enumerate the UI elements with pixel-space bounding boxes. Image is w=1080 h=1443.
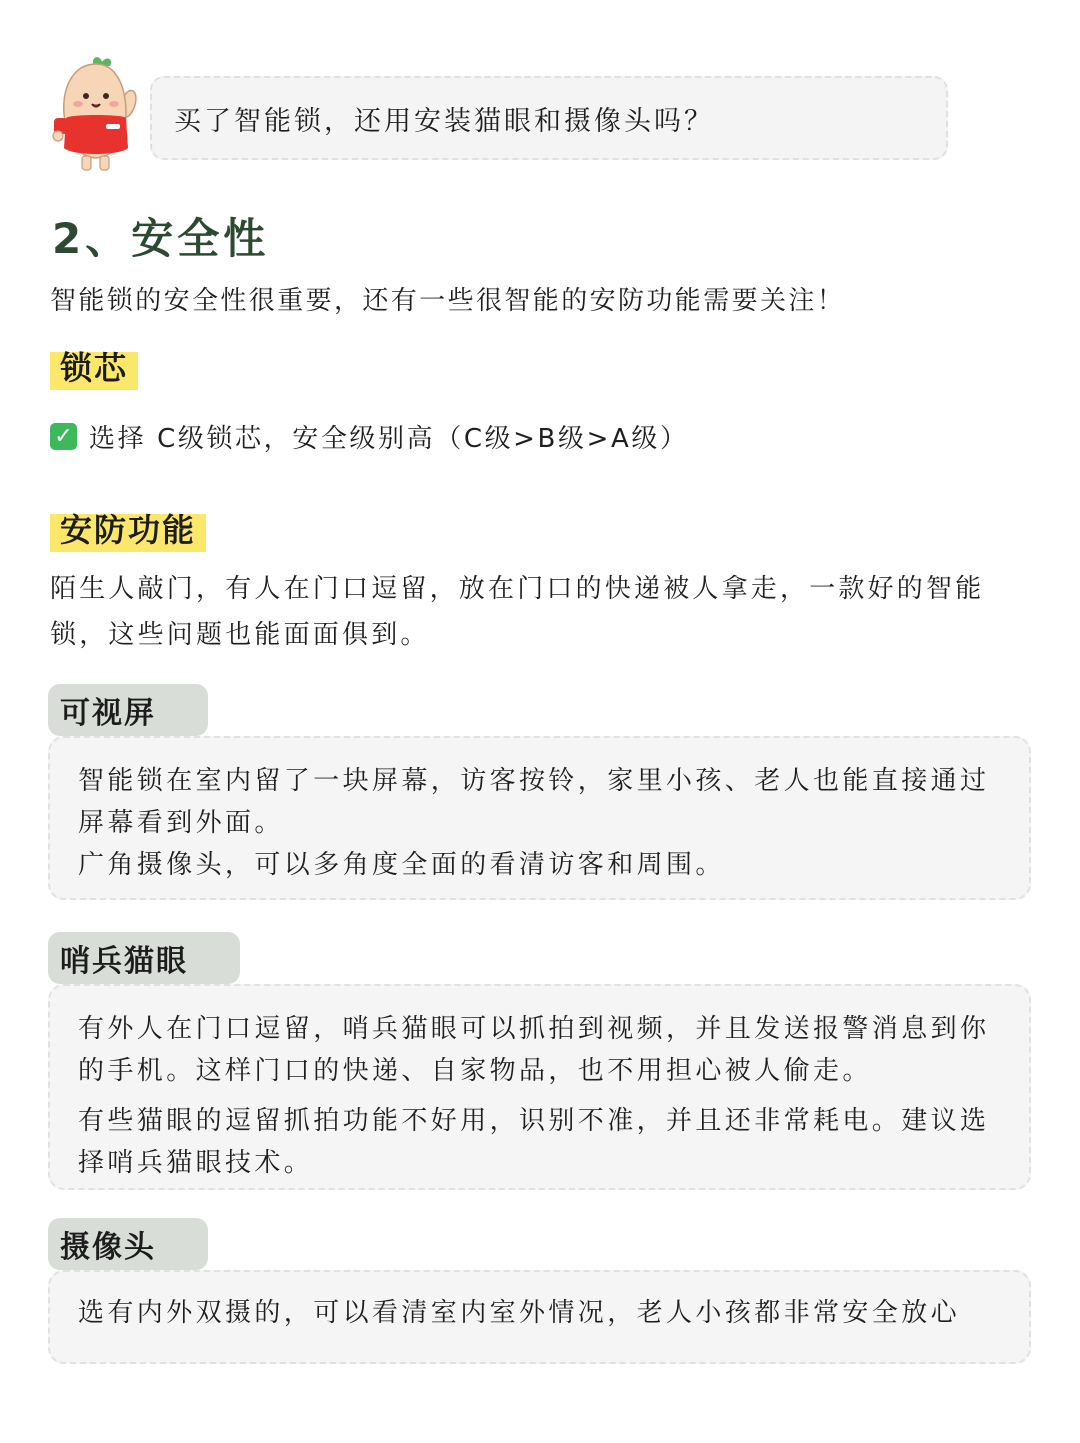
security-features-heading: 安防功能 — [50, 508, 206, 552]
feature-label-camera: 摄像头 — [48, 1218, 208, 1270]
feature-card-camera — [48, 1270, 1031, 1364]
question-text: 买了智能锁，还用安装猫眼和摄像头吗？ — [174, 105, 714, 137]
feature-label-visual-screen: 可视屏 — [48, 684, 208, 736]
feature-paragraph: 选有内外双摄的，可以看清室内室外情况，老人小孩都非常安全放心 — [78, 1298, 961, 1328]
check-mark-icon: ✓ — [50, 423, 77, 450]
feature-card-sentry-peephole — [48, 984, 1031, 1190]
feature-paragraph: 智能锁在室内留了一块屏幕，访客按铃，家里小孩、老人也能直接通过屏幕看到外面。 — [78, 766, 990, 838]
feature-label-sentry-peephole: 哨兵猫眼 — [48, 932, 240, 984]
lock-core-check-text: 选择 C级锁芯，安全级别高（C级>B级>A级） — [89, 424, 689, 454]
feature-card-visual-screen — [48, 736, 1031, 900]
feature-paragraph: 有些猫眼的逗留抓拍功能不好用，识别不准，并且还非常耗电。建议选择哨兵猫眼技术。 — [78, 1106, 990, 1178]
feature-paragraph: 广角摄像头，可以多角度全面的看清访客和周围。 — [78, 850, 725, 880]
security-features-text: 陌生人敲门，有人在门口逗留，放在门口的快递被人拿走，一款好的智能锁，这些问题也能面面俱到。 — [50, 574, 985, 650]
section-title: 2、安全性 — [52, 214, 270, 263]
mascot-icon — [50, 52, 142, 176]
lock-core-check-line — [50, 418, 689, 455]
section-intro: 智能锁的安全性很重要，还有一些很智能的安防功能需要关注！ — [50, 286, 846, 316]
feature-paragraph: 有外人在门口逗留，哨兵猫眼可以抓拍到视频，并且发送报警消息到你的手机。这样门口的快递、自家物品，也不用担心被人偷走。 — [78, 1014, 990, 1086]
lock-core-heading: 锁芯 — [50, 346, 138, 390]
question-bubble — [150, 76, 948, 160]
